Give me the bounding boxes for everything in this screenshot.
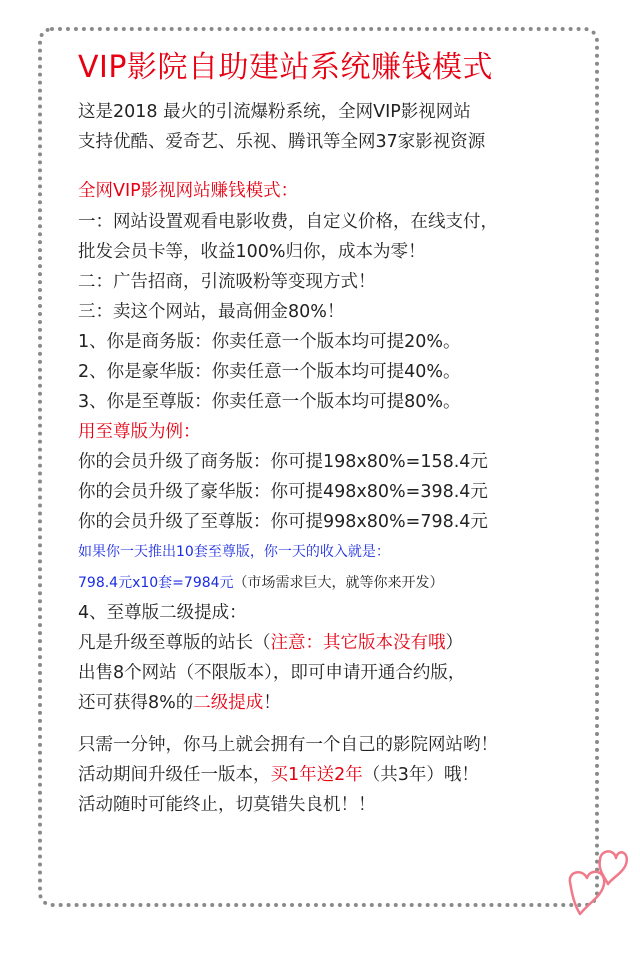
income-calc: 798.4元x10套=7984元 [78, 574, 234, 591]
level2-line: 出售8个网站（不限版本），即可申请开通合约版， [78, 662, 466, 683]
income-calc-line [78, 567, 588, 598]
page-title: VIP影院自助建站系统赚钱模式 [78, 50, 493, 85]
mode-line: 3、你是至尊版：你卖任意一个版本均可提80%。 [78, 391, 461, 412]
level2-note: 注意：其它版本没有哦 [270, 632, 446, 653]
level2-commission: 二级提成 [193, 692, 264, 713]
closing-line: 只需一分钟，你马上就会拥有一个自己的影院网站哟！ [78, 734, 498, 755]
level2-line [78, 688, 588, 718]
level2-line1-suffix: ） [445, 632, 463, 653]
promo-highlight: 买1年送2年 [270, 764, 363, 785]
closing-line [78, 760, 588, 790]
level2-heading: 4、至尊版二级提成： [78, 602, 247, 623]
intro-line: 这是2018 最火的引流爆粉系统，全网VIP影视网站 [78, 102, 471, 122]
mode-line: 1、你是商务版：你卖任意一个版本均可提20%。 [78, 331, 461, 352]
mode-line: 三：卖这个网站，最高佣金80%！ [78, 301, 345, 322]
intro-line: 支持优酷、爱奇艺、乐视、腾讯等全网37家影视资源 [78, 131, 486, 152]
level2-line [78, 628, 588, 658]
level2-line3-suffix: ！ [263, 692, 281, 713]
income-note: （市场需求巨大，就等你来开发） [233, 574, 444, 591]
closing-line2-suffix: （共3年）哦！ [362, 764, 479, 785]
mode-line: 批发会员卡等，收益100%归你，成本为零！ [78, 241, 426, 262]
mode-line: 二：广告招商，引流吸粉等变现方式！ [78, 271, 376, 292]
mode-line: 2、你是豪华版：你卖任意一个版本均可提40%。 [78, 361, 461, 382]
example-heading: 用至尊版为例： [78, 421, 201, 442]
example-line: 你的会员升级了商务版：你可提198x80%=158.4元 [78, 451, 488, 472]
closing-line: 活动随时可能终止，切莫错失良机！！ [78, 794, 376, 815]
mode-heading: 全网VIP影视网站赚钱模式： [78, 181, 299, 201]
example-line: 你的会员升级了至尊版：你可提998x80%=798.4元 [78, 511, 488, 532]
level2-line1-prefix: 凡是升级至尊版的站长（ [78, 632, 271, 653]
closing-line2-prefix: 活动期间升级任一版本， [78, 764, 271, 785]
example-line: 你的会员升级了豪华版：你可提498x80%=398.4元 [78, 481, 488, 502]
income-line: 如果你一天推出10套至尊版，你一天的收入就是： [78, 543, 390, 560]
mode-line: 一：网站设置观看电影收费，自定义价格，在线支付， [78, 211, 498, 232]
article-content [78, 40, 588, 820]
level2-line3-prefix: 还可获得8%的 [78, 692, 194, 713]
double-heart-icon [560, 846, 630, 920]
